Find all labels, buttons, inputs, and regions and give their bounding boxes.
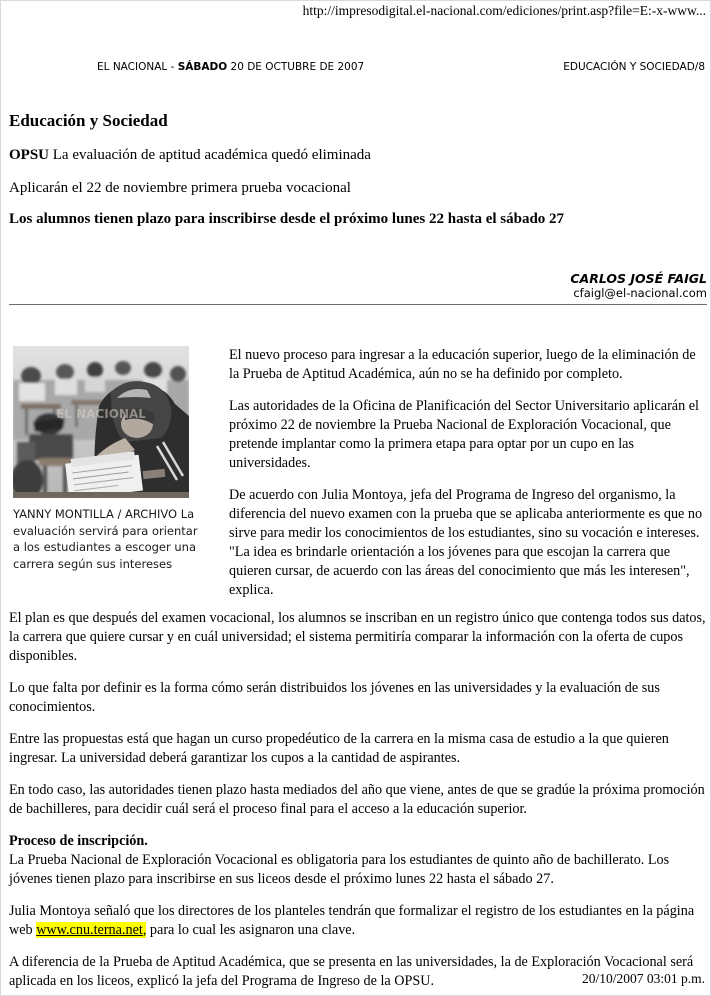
- subheadline: Los alumnos tienen plazo para inscribirse desde el próximo lunes 22 hasta el sábado 27: [9, 211, 565, 227]
- paragraph: Entre las propuestas está que hagan un curso propedéutico de la carrera en la misma casa de estudio a la que quieren ingresar. La universidad deberá garantizar los cupos a la cantidad de aspirantes.: [9, 731, 669, 766]
- masthead-day: SÁBADO: [177, 61, 228, 73]
- masthead-date: [97, 61, 364, 74]
- paragraph: De acuerdo con Julia Montoya, jefa del Programa de Ingreso del organismo, la diferencia del nuevo examen con la prueba que se aplicaba anteriormente es que no sirve para medir los conocimientos de los estudiantes, sino su vocación e intereses. "La idea es brindarle orientación a los jóvenes para que escojan la carrera que quieren cursar, de acuerdo con las áreas del conocimiento que más les interesen", explica.: [229, 487, 703, 598]
- article: [9, 104, 707, 996]
- paragraph: En todo caso, las autoridades tienen plazo hasta mediados del año que viene, antes de que se gradúe la próxima promoción de bachilleres, para decidir cuál será el proceso final para el acceso a la educación superior.: [9, 782, 705, 817]
- kicker-text: La evaluación de aptitud académica quedó eliminada: [49, 147, 371, 163]
- masthead-section-page: EDUCACIÓN Y SOCIEDAD/8: [563, 61, 705, 73]
- kicker: [9, 146, 707, 165]
- lead-region: [9, 346, 707, 600]
- paragraph: Las autoridades de la Oficina de Planificación del Sector Universitario aplicarán el próximo 22 de noviembre la Prueba Nacional de Exploración Vocacional, que pretende implantar como la primera etapa para optar por un cupo en las universidades.: [229, 398, 699, 471]
- cnu-website-link[interactable]: www.cnu.terna.net: [36, 922, 143, 938]
- paragraph: Lo que falta por definir es la forma cómo serán distribuidos los jóvenes en las universidades y la evaluación de sus conocimientos.: [9, 680, 660, 715]
- article-figure: [9, 346, 215, 600]
- body-region: [9, 609, 707, 991]
- print-timestamp: 20/10/2007 03:01 p.m.: [581, 971, 705, 986]
- lead-column: [229, 346, 707, 600]
- masthead-paper-name: EL NACIONAL -: [97, 61, 178, 73]
- web-registration-paragraph: [9, 902, 707, 940]
- masthead: [97, 61, 705, 74]
- author-email: cfaigl@el-nacional.com: [573, 286, 707, 300]
- browser-print-url: http://impresodigital.el-nacional.com/ediciones/print.asp?file=E:-x-www...: [302, 3, 706, 18]
- kicker-label: OPSU: [9, 147, 50, 163]
- byline: [9, 271, 707, 300]
- paragraph: El plan es que después del examen vocacional, los alumnos se inscriban en un registro único que contenga todos sus datos, la carrera que quiere cursar y en cuál universidad; el sistema permitiría comparar la información con la oferta de cupos disponibles.: [9, 610, 706, 664]
- inscription-heading: Proceso de inscripción.: [9, 833, 148, 849]
- section-title: Educación y Sociedad: [9, 111, 168, 130]
- highlighted-comma: ,: [142, 922, 147, 938]
- paragraph-text: para lo cual les asignaron una clave.: [146, 922, 356, 938]
- masthead-date-rest: 20 DE OCTUBRE DE 2007: [227, 61, 365, 73]
- photo-caption: YANNY MONTILLA / ARCHIVO La evaluación servirá para orientar a los estudiantes a escoger una carrera según sus intereses: [13, 507, 198, 571]
- paragraph: El nuevo proceso para ingresar a la educación superior, luego de la eliminación de la Prueba de Aptitud Académica, aún no se ha definido por completo.: [229, 347, 696, 382]
- author-name: CARLOS JOSÉ FAIGL: [570, 271, 707, 286]
- byline-divider: [9, 304, 707, 305]
- paragraph: La Prueba Nacional de Exploración Vocacional es obligatoria para los estudiantes de quinto año de bachillerato. Los jóvenes tienen plazo para inscribirse en sus liceos desde el próximo lunes 22 hasta el sábado 27.: [9, 852, 670, 887]
- paragraph-text: Julia Montoya señaló que los directores de los planteles tendrán que formalizar el registro de los estudiantes en la página web: [9, 903, 695, 938]
- paragraph: A diferencia de la Prueba de Aptitud Académica, que se presenta en las universidades, la de Exploración Vocacional será aplicada en los liceos, explicó la jefa del Programa de Ingreso de la OPSU.: [9, 954, 694, 989]
- headline: Aplicarán el 22 de noviembre primera prueba vocacional: [9, 180, 351, 196]
- photo-watermark: EL NACIONAL: [56, 407, 146, 421]
- article-photo: [13, 346, 189, 498]
